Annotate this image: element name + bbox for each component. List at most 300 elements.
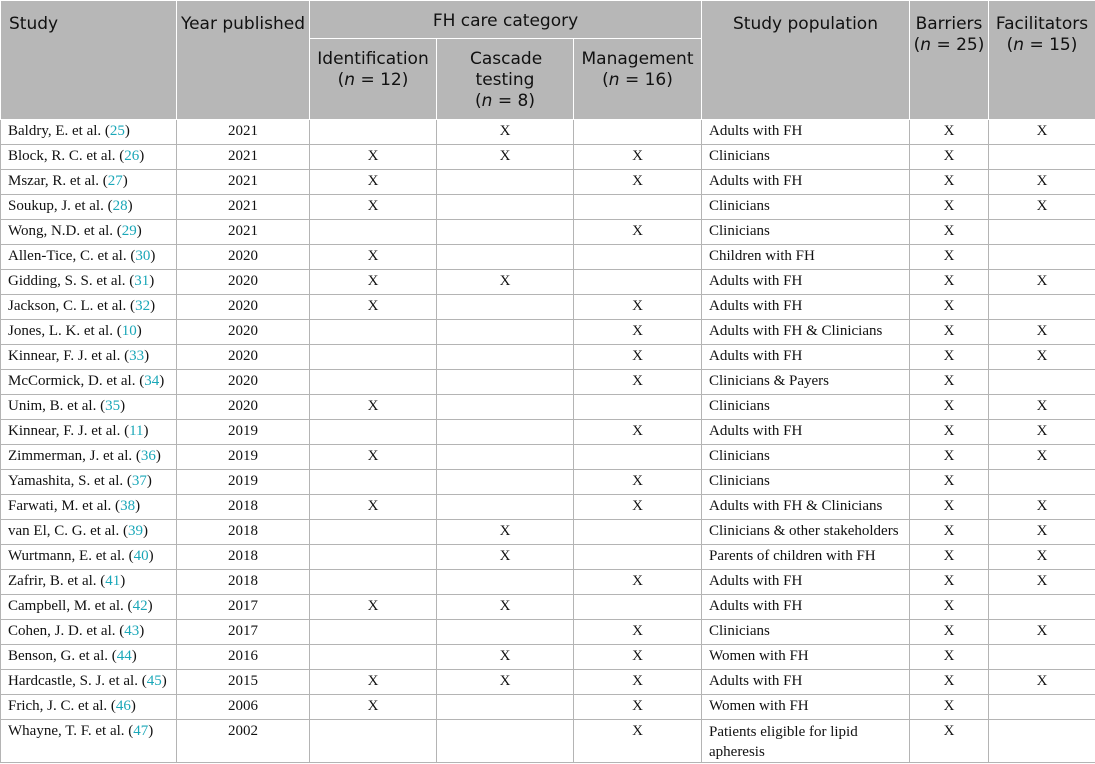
cell-cascade-testing: X [437,645,574,670]
cell-year: 2021 [177,170,310,195]
cell-identification: X [310,170,437,195]
close-paren: ) [136,323,142,339]
cell-year: 2015 [177,670,310,695]
cell-identification [310,645,437,670]
cell-year: 2006 [177,695,310,720]
cell-cascade-testing: X [437,145,574,170]
table-row [1,645,1095,670]
cell-study [1,595,177,620]
cell-identification [310,520,437,545]
cell-cascade-testing: X [437,595,574,620]
cell-facilitators: X [989,270,1095,295]
cell-identification: X [310,670,437,695]
cell-year: 2017 [177,595,310,620]
cell-study-population: Adults with FH [702,170,910,195]
cell-barriers: X [910,170,989,195]
cell-year: 2021 [177,145,310,170]
reference-link[interactable]: 32 [135,298,151,314]
cell-year: 2018 [177,570,310,595]
cell-year: 2021 [177,120,310,145]
header-facilitators-count: (n = 15) [1006,35,1078,55]
cell-cascade-testing [437,195,574,220]
cell-study [1,520,177,545]
cell-study-population: Clinicians & other stakeholders [702,520,910,545]
cell-year: 2018 [177,545,310,570]
cell-study-population: Adults with FH [702,345,910,370]
cell-study [1,345,177,370]
reference-link[interactable]: 39 [127,523,143,539]
close-paren: ) [120,573,126,589]
cell-facilitators: X [989,620,1095,645]
close-paren: ) [155,448,161,464]
cell-study-population: Adults with FH [702,295,910,320]
cell-study-population: Adults with FH [702,120,910,145]
cell-study-population: Adults with FH [702,670,910,695]
cell-management [574,195,702,220]
cell-year: 2021 [177,220,310,245]
cell-cascade-testing [437,345,574,370]
header-management [574,39,702,120]
cell-study [1,295,177,320]
study-author: Wong, N.D. et al. ( [8,223,122,239]
cell-identification: X [310,695,437,720]
close-paren: ) [147,598,153,614]
reference-link[interactable]: 36 [140,448,156,464]
cell-management: X [574,420,702,445]
close-paren: ) [142,523,148,539]
close-paren: ) [146,473,152,489]
table-row [1,570,1095,595]
header-identification-count: (n = 12) [337,70,409,90]
cell-management: X [574,470,702,495]
cell-study [1,245,177,270]
cell-barriers: X [910,295,989,320]
header-facilitators [989,1,1095,120]
header-barriers-count: (n = 25) [913,35,985,55]
close-paren: ) [120,398,126,414]
close-paren: ) [150,248,156,264]
cell-study-population: Children with FH [702,245,910,270]
cell-study [1,370,177,395]
cell-year: 2019 [177,445,310,470]
reference-link[interactable]: 41 [105,573,121,589]
cell-year: 2019 [177,420,310,445]
cell-barriers: X [910,570,989,595]
cell-year: 2016 [177,645,310,670]
cell-study-population: Clinicians [702,195,910,220]
cell-management [574,520,702,545]
cell-cascade-testing [437,320,574,345]
close-paren: ) [150,298,156,314]
cell-barriers: X [910,645,989,670]
reference-link[interactable]: 29 [121,223,137,239]
cell-identification: X [310,595,437,620]
header-identification [310,39,437,120]
table-row [1,120,1095,145]
close-paren: ) [122,173,128,189]
study-author: Zimmerman, J. et al. ( [8,448,141,464]
cell-barriers: X [910,395,989,420]
cell-facilitators: X [989,195,1095,220]
study-author: Unim, B. et al. ( [8,398,106,414]
reference-link[interactable]: 42 [132,598,148,614]
study-author: McCormick, D. et al. ( [8,373,145,389]
cell-facilitators [989,720,1095,763]
study-author: Jones, L. K. et al. ( [8,323,122,339]
cell-management [574,270,702,295]
table-row [1,220,1095,245]
cell-facilitators [989,645,1095,670]
cell-facilitators: X [989,445,1095,470]
cell-cascade-testing [437,695,574,720]
cell-barriers: X [910,495,989,520]
cell-barriers: X [910,270,989,295]
cell-cascade-testing [437,720,574,763]
cell-facilitators [989,370,1095,395]
cell-identification: X [310,270,437,295]
header-study-population: Study population [702,1,910,120]
close-paren: ) [161,673,167,689]
study-author: Kinnear, F. J. et al. ( [8,348,130,364]
header-cascade-label: Cascade testing [470,49,543,90]
table-row [1,245,1095,270]
cell-facilitators: X [989,320,1095,345]
reference-link[interactable]: 33 [129,348,145,364]
study-author: van El, C. G. et al. ( [8,523,128,539]
cell-study-population: Clinicians [702,445,910,470]
table-row [1,195,1095,220]
cell-identification: X [310,495,437,520]
cell-management [574,395,702,420]
study-author: Gidding, S. S. et al. ( [8,273,135,289]
header-facilitators-label: Facilitators [995,14,1089,34]
cell-cascade-testing [437,245,574,270]
cell-identification [310,570,437,595]
study-author: Cohen, J. D. et al. ( [8,623,125,639]
reference-link[interactable]: 45 [146,673,162,689]
cell-year: 2021 [177,195,310,220]
cell-identification [310,620,437,645]
table-row [1,695,1095,720]
cell-identification [310,220,437,245]
header-barriers-label: Barriers [915,14,983,34]
reference-link[interactable]: 25 [109,123,125,139]
table-row [1,595,1095,620]
cell-study [1,720,177,763]
cell-management: X [574,370,702,395]
cell-barriers: X [910,345,989,370]
cell-management: X [574,345,702,370]
reference-link[interactable]: 10 [121,323,137,339]
header-study: Study [1,1,177,120]
reference-link[interactable]: 46 [115,698,131,714]
cell-barriers: X [910,195,989,220]
study-author: Wurtmann, E. et al. ( [8,548,134,564]
cell-barriers: X [910,320,989,345]
cell-cascade-testing: X [437,545,574,570]
cell-year: 2002 [177,720,310,763]
cell-study [1,120,177,145]
study-author: Mszar, R. et al. ( [8,173,108,189]
cell-management: X [574,145,702,170]
close-paren: ) [135,498,141,514]
reference-link[interactable]: 26 [124,148,140,164]
cell-study-population: Clinicians [702,470,910,495]
study-author: Kinnear, F. J. et al. ( [8,423,130,439]
cell-identification [310,420,437,445]
table-row [1,620,1095,645]
close-paren: ) [144,348,150,364]
cell-cascade-testing: X [437,270,574,295]
reference-link[interactable]: 47 [133,723,149,739]
cell-facilitators: X [989,670,1095,695]
table-row [1,370,1095,395]
cell-year: 2020 [177,320,310,345]
cell-facilitators [989,220,1095,245]
table-row [1,495,1095,520]
header-management-count: (n = 16) [602,70,673,90]
cell-identification: X [310,245,437,270]
cell-study-population: Patients eligible for lipid apheresis [702,720,910,763]
cell-study [1,570,177,595]
cell-facilitators [989,245,1095,270]
study-author: Allen-Tice, C. et al. ( [8,248,136,264]
reference-link[interactable]: 34 [144,373,160,389]
reference-link[interactable]: 31 [134,273,150,289]
close-paren: ) [139,148,145,164]
reference-link[interactable]: 35 [105,398,121,414]
cell-year: 2020 [177,345,310,370]
cell-study-population: Women with FH [702,645,910,670]
table-row [1,170,1095,195]
cell-cascade-testing [437,395,574,420]
table-row [1,395,1095,420]
study-author: Zafrir, B. et al. ( [8,573,106,589]
cell-cascade-testing: X [437,670,574,695]
study-author: Farwati, M. et al. ( [8,498,121,514]
table-row [1,545,1095,570]
cell-study-population: Adults with FH [702,420,910,445]
table-row [1,670,1095,695]
cell-barriers: X [910,245,989,270]
reference-link[interactable]: 43 [124,623,140,639]
cell-barriers: X [910,520,989,545]
cell-barriers: X [910,445,989,470]
cell-cascade-testing [437,445,574,470]
cell-cascade-testing [437,470,574,495]
close-paren: ) [148,723,154,739]
cell-identification [310,320,437,345]
close-paren: ) [130,698,136,714]
header-identification-label: Identification [317,49,429,69]
cell-management: X [574,670,702,695]
cell-barriers: X [910,145,989,170]
close-paren: ) [127,198,133,214]
header-management-label: Management [581,49,694,69]
header-fh-care-category: FH care category [310,1,702,39]
cell-identification [310,345,437,370]
cell-management: X [574,170,702,195]
cell-year: 2019 [177,470,310,495]
cell-facilitators: X [989,495,1095,520]
close-paren: ) [139,623,145,639]
cell-facilitators [989,595,1095,620]
reference-link[interactable]: 40 [133,548,149,564]
cell-facilitators [989,695,1095,720]
cell-management: X [574,620,702,645]
cell-study-population: Adults with FH [702,570,910,595]
cell-identification [310,545,437,570]
cell-facilitators: X [989,395,1095,420]
table-row [1,520,1095,545]
cell-study-population: Clinicians [702,220,910,245]
close-paren: ) [159,373,165,389]
cell-barriers: X [910,620,989,645]
cell-cascade-testing [437,495,574,520]
cell-barriers: X [910,220,989,245]
cell-facilitators: X [989,570,1095,595]
table-row [1,470,1095,495]
cell-cascade-testing [437,620,574,645]
cell-barriers: X [910,120,989,145]
cell-study [1,145,177,170]
cell-management: X [574,495,702,520]
cell-study [1,645,177,670]
cell-facilitators: X [989,345,1095,370]
cell-study [1,420,177,445]
cell-study [1,445,177,470]
study-author: Benson, G. et al. ( [8,648,117,664]
cell-year: 2018 [177,520,310,545]
cell-facilitators: X [989,170,1095,195]
cell-study-population: Adults with FH [702,595,910,620]
cell-facilitators [989,470,1095,495]
cell-management [574,595,702,620]
cell-facilitators: X [989,420,1095,445]
cell-study [1,470,177,495]
cell-identification [310,470,437,495]
cell-cascade-testing [437,170,574,195]
cell-facilitators [989,145,1095,170]
cell-study [1,220,177,245]
cell-study-population: Clinicians & Payers [702,370,910,395]
table-row [1,420,1095,445]
table-row [1,320,1095,345]
table-row [1,445,1095,470]
cell-year: 2018 [177,495,310,520]
cell-barriers: X [910,720,989,763]
cell-study-population: Adults with FH [702,270,910,295]
study-author: Yamashita, S. et al. ( [8,473,132,489]
reference-link[interactable]: 27 [107,173,123,189]
cell-study [1,495,177,520]
header-year: Year published [177,1,310,120]
cell-facilitators: X [989,120,1095,145]
study-author: Jackson, C. L. et al. ( [8,298,136,314]
header-barriers [910,1,989,120]
cell-barriers: X [910,370,989,395]
study-author: Hardcastle, S. J. et al. ( [8,673,147,689]
study-author: Campbell, M. et al. ( [8,598,133,614]
cell-study [1,170,177,195]
cell-facilitators: X [989,545,1095,570]
cell-study [1,320,177,345]
cell-study-population: Women with FH [702,695,910,720]
study-author: Block, R. C. et al. ( [8,148,125,164]
cell-cascade-testing: X [437,120,574,145]
cell-identification [310,370,437,395]
reference-link[interactable]: 37 [131,473,147,489]
cell-management: X [574,220,702,245]
cell-study-population: Clinicians [702,620,910,645]
header-cascade-testing [437,39,574,120]
study-author: Soukup, J. et al. ( [8,198,113,214]
cell-study [1,695,177,720]
cell-study [1,270,177,295]
close-paren: ) [124,123,130,139]
cell-identification [310,720,437,763]
table-row [1,270,1095,295]
cell-identification: X [310,195,437,220]
cell-study-population: Clinicians [702,145,910,170]
cell-year: 2017 [177,620,310,645]
cell-study [1,195,177,220]
cell-identification: X [310,295,437,320]
reference-link[interactable]: 11 [129,423,144,439]
close-paren: ) [149,273,155,289]
cell-barriers: X [910,420,989,445]
reference-link[interactable]: 30 [135,248,151,264]
reference-link[interactable]: 38 [120,498,136,514]
cell-study [1,670,177,695]
study-author: Whayne, T. F. et al. ( [8,723,134,739]
cell-management [574,445,702,470]
cell-identification [310,120,437,145]
cell-facilitators: X [989,520,1095,545]
close-paren: ) [136,223,142,239]
cell-cascade-testing [437,420,574,445]
cell-cascade-testing [437,570,574,595]
cell-management [574,120,702,145]
cell-year: 2020 [177,295,310,320]
reference-link[interactable]: 44 [116,648,132,664]
cell-identification: X [310,445,437,470]
cell-study [1,620,177,645]
reference-link[interactable]: 28 [112,198,128,214]
cell-cascade-testing [437,295,574,320]
cell-year: 2020 [177,395,310,420]
cell-management [574,545,702,570]
table-row [1,720,1095,763]
cell-barriers: X [910,595,989,620]
cell-management: X [574,645,702,670]
cell-cascade-testing [437,220,574,245]
cell-management: X [574,695,702,720]
close-paren: ) [131,648,137,664]
cell-barriers: X [910,545,989,570]
cell-study [1,395,177,420]
table-body [1,120,1095,763]
close-paren: ) [143,423,149,439]
cell-management: X [574,720,702,763]
cell-barriers: X [910,470,989,495]
cell-facilitators [989,295,1095,320]
cell-management: X [574,570,702,595]
cell-study-population: Adults with FH & Clinicians [702,495,910,520]
cell-cascade-testing [437,370,574,395]
header-cascade-count: (n = 8) [475,91,535,111]
table-row [1,345,1095,370]
